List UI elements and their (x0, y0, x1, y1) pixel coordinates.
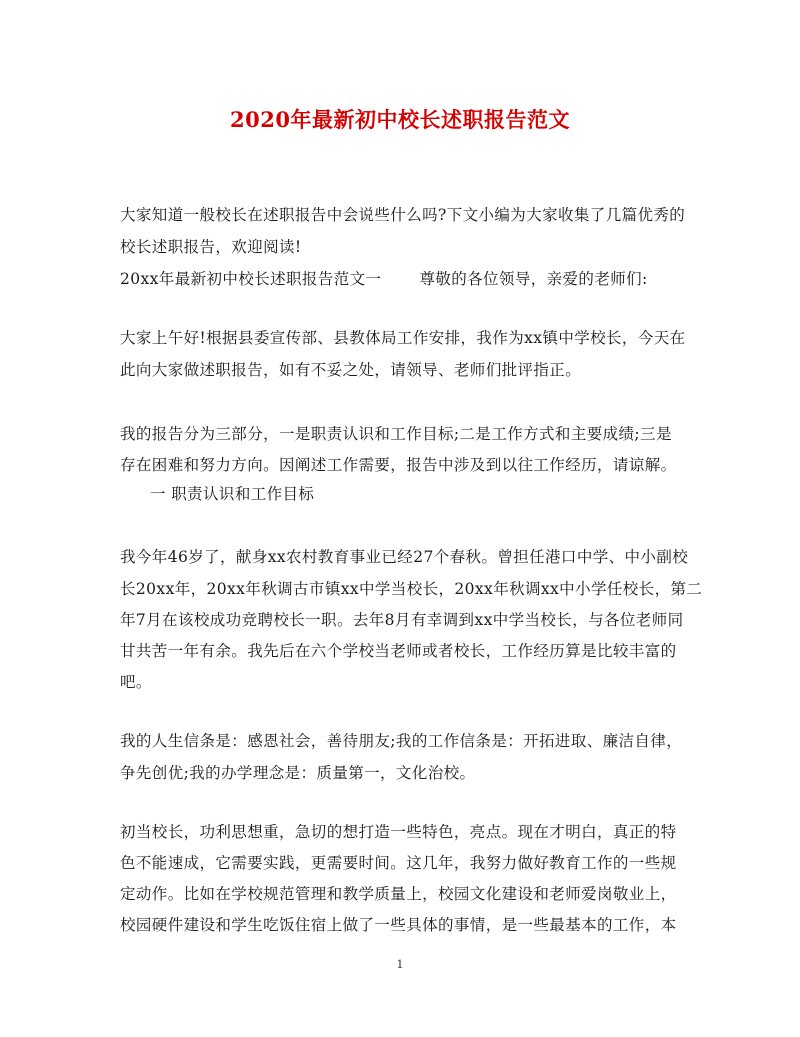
para3-line-2: 长20xx年，20xx年秋调古市镇xx中学当校长，20xx年秋调xx中小学任校长，第二 (120, 580, 703, 598)
page-number: 1 (396, 958, 404, 971)
intro-line-1: 大家知道一般校长在述职报告中会说些什么吗?下文小编为大家收集了几篇优秀的 (120, 206, 686, 224)
para1-line-1: 大家上午好!根据县委宣传部、县教体局工作安排，我作为xx镇中学校长，今天在 (120, 329, 686, 347)
para5-line-1: 初当校长，功利思想重，急切的想打造一些特色，亮点。现在才明白，真正的特 (120, 823, 677, 841)
para2-line-2: 存在困难和努力方向。因阐述工作需要，报告中涉及到以往工作经历，请谅解。 (120, 456, 677, 474)
para2-line-1: 我的报告分为三部分，一是职责认识和工作目标;二是工作方式和主要成绩;三是 (120, 425, 672, 443)
para3-line-3: 年7月在该校成功竞聘校长一职。去年8月有幸调到xx中学当校长，与各位老师同 (120, 611, 684, 629)
para3-line-5: 吧。 (120, 673, 152, 691)
para3-line-1: 我今年46岁了，献身xx农村教育事业已经27个春秋。曾担任港口中学、中小副校 (120, 548, 689, 566)
subtitle-line (120, 269, 648, 289)
para5-line-3: 定动作。比如在学校规范管理和教学质量上，校园文化建设和老师爱岗敬业上， (120, 885, 677, 903)
subtitle-left: 20xx年最新初中校长述职报告范文一 (120, 270, 382, 288)
subtitle-right: 尊敬的各位领导，亲爱的老师们: (419, 270, 648, 288)
para1-line-2: 此向大家做述职报告，如有不妥之处，请领导、老师们批评指正。 (120, 361, 582, 379)
section-heading: 一 职责认识和工作目标 (150, 485, 315, 503)
para5-line-4: 校园硬件建设和学生吃饭住宿上做了一些具体的事情，是一些最基本的工作，本 (120, 916, 677, 934)
para3-line-4: 甘共苦一年有余。我先后在六个学校当老师或者校长，工作经历算是比较丰富的 (120, 642, 677, 660)
para4-line-1: 我的人生信条是：感恩社会，善待朋友;我的工作信条是：开拓进取、廉洁自律， (120, 732, 683, 750)
para5-line-2: 色不能速成，它需要实践，更需要时间。这几年，我努力做好教育工作的一些规 (120, 854, 677, 872)
document-title: 2020年最新初中校长述职报告范文 (230, 107, 570, 132)
intro-line-2: 校长述职报告，欢迎阅读! (120, 238, 302, 256)
para4-line-2: 争先创优;我的办学理念是：质量第一，文化治校。 (120, 764, 476, 782)
